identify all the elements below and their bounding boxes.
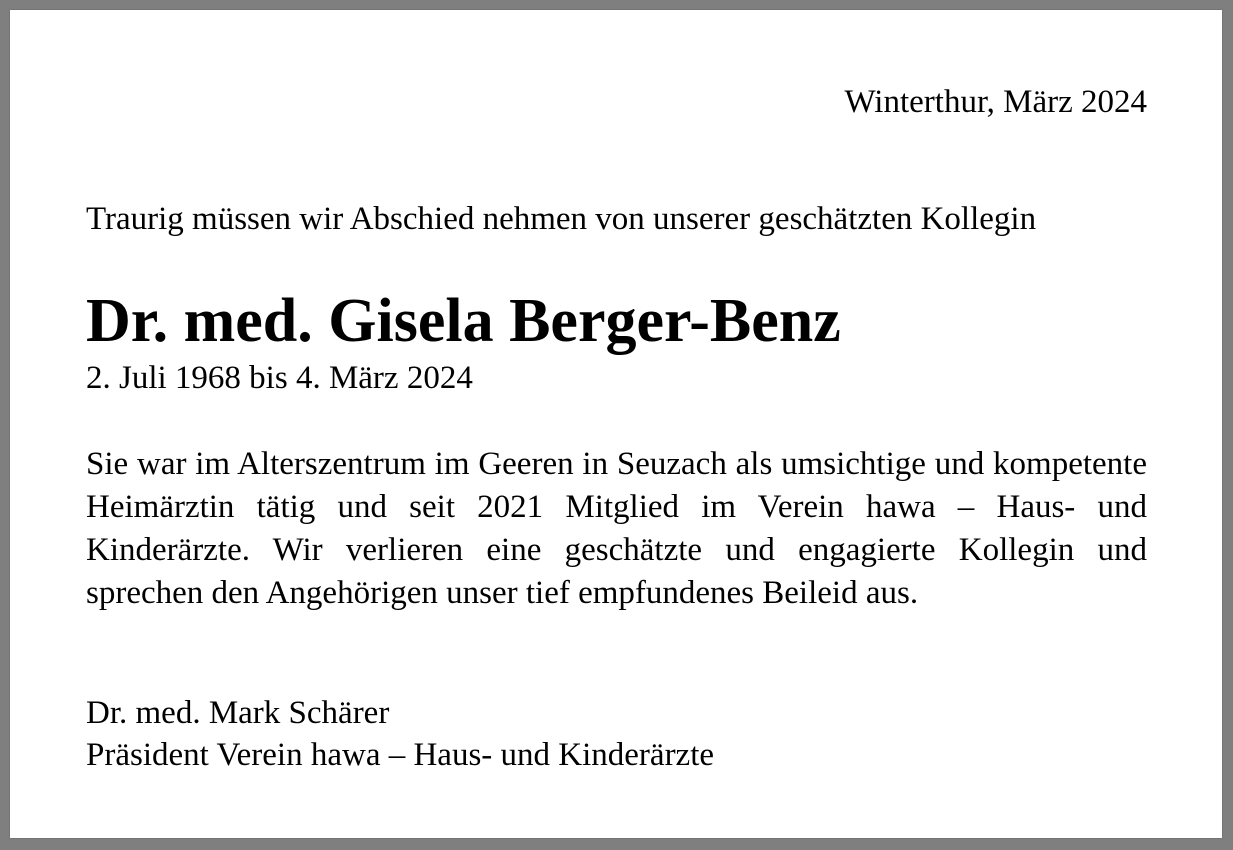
place-date: Winterthur, März 2024 bbox=[844, 84, 1147, 120]
signature-block bbox=[86, 692, 714, 776]
document-page bbox=[10, 10, 1222, 838]
deceased-name: Dr. med. Gisela Berger-Benz bbox=[86, 287, 841, 355]
life-dates: 2. Juli 1968 bis 4. März 2024 bbox=[86, 360, 473, 396]
body-paragraph: Sie war im Alterszentrum im Geeren in Seuzach als umsichtige und kompetente Heimärztin tätig und seit 2021 Mitglied im Verein hawa – Haus- und Kinderärzte. Wir verlieren eine geschätzte und engagierte Kollegin und sprechen den Angehörigen unser tief empfundenes Beileid aus. bbox=[86, 446, 1147, 611]
signatory-name: Dr. med. Mark Schärer bbox=[86, 695, 390, 731]
signatory-title: Präsident Verein hawa – Haus- und Kinderärzte bbox=[86, 737, 715, 773]
intro-text: Traurig müssen wir Abschied nehmen von unserer geschätzten Kollegin bbox=[86, 201, 1037, 237]
